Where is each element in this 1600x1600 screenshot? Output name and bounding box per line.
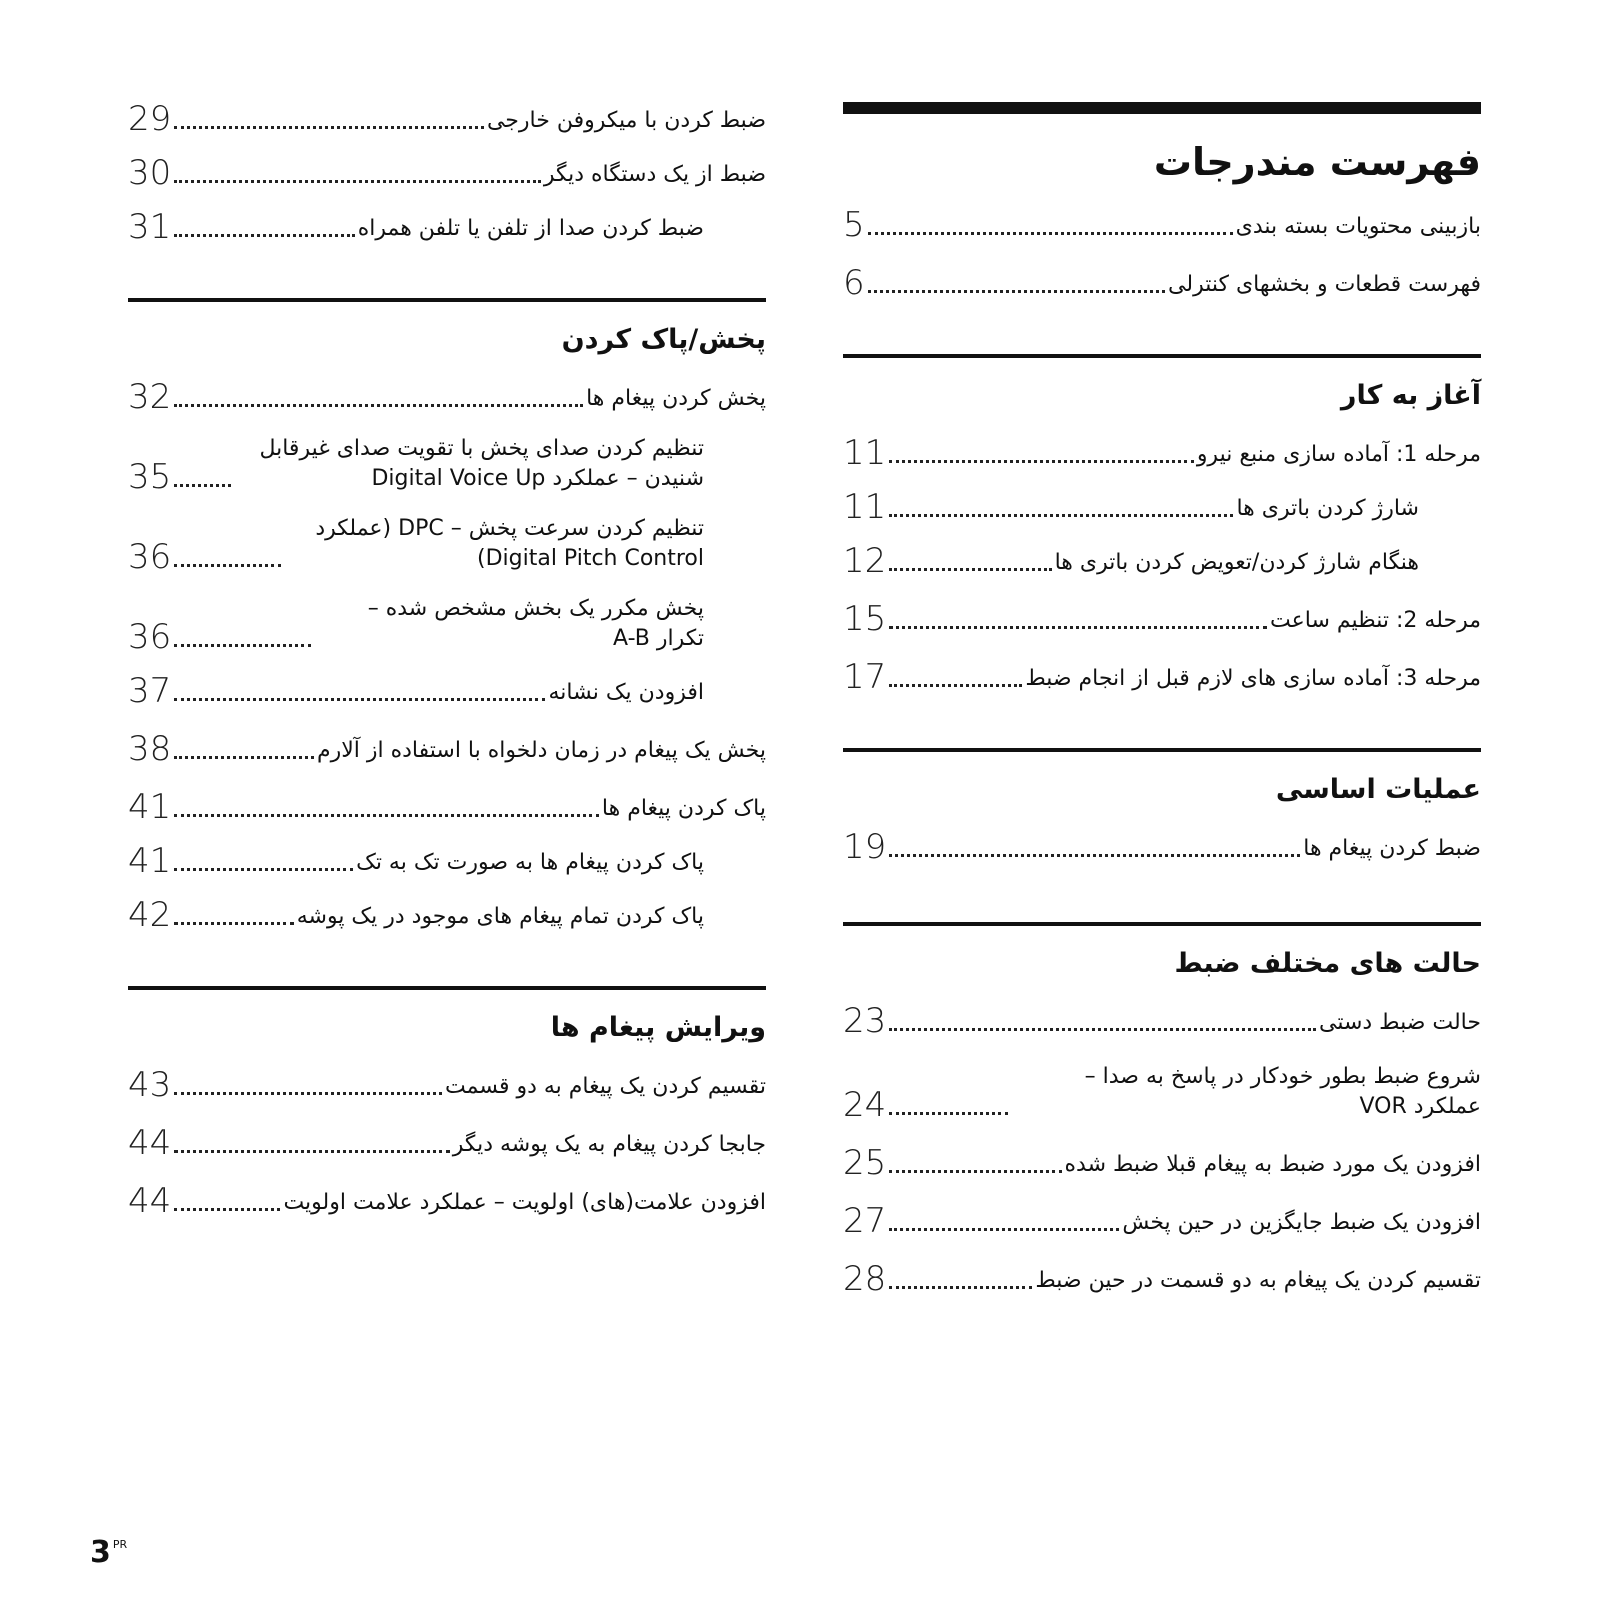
toc-entry-label: ضبط از یک دستگاه دیگر (543, 162, 766, 187)
section-rule (843, 748, 1481, 752)
toc-entry[interactable] (128, 1123, 766, 1163)
toc-entry[interactable] (843, 1062, 1481, 1125)
leader-dots (868, 232, 1233, 235)
section-rule (843, 354, 1481, 358)
toc-entry[interactable] (843, 657, 1481, 697)
toc-entry-label: پاک کردن تمام پیغام های موجود در یک پوشه (296, 904, 704, 929)
toc-entry-page: 5 (843, 205, 865, 245)
leader-dots (174, 126, 484, 129)
toc-entry-label: حالت ضبط دستی (1318, 1010, 1481, 1035)
section-rule (128, 298, 766, 302)
toc-entry-label: فهرست قطعات و بخشهای کنترلی (1168, 272, 1481, 297)
toc-entry-page: 11 (843, 487, 887, 527)
toc-entry-label: افزودن علامت(های) اولویت – عملکرد علامت اولویت (283, 1190, 766, 1215)
toc-entry-label: پاک کردن پیغام ها به صورت تک به تک (356, 850, 704, 875)
toc-entry[interactable] (128, 377, 766, 417)
toc-subentry[interactable] (128, 594, 766, 657)
toc-entry-page: 37 (128, 671, 172, 711)
toc-entry-page: 44 (128, 1123, 172, 1163)
toc-entry[interactable] (128, 1181, 766, 1221)
toc-entry-label: مرحله 2: تنظیم ساعت (1270, 608, 1481, 633)
toc-entry-page: 15 (843, 599, 887, 639)
toc-entry-page: 12 (843, 541, 887, 581)
toc-subentry[interactable] (843, 541, 1481, 581)
toc-entry[interactable] (843, 827, 1481, 867)
toc-subentry[interactable] (128, 434, 766, 497)
section-heading: حالت های مختلف ضبط (1174, 948, 1481, 979)
leader-dots (889, 1028, 1316, 1031)
title-rule (843, 102, 1481, 114)
leader-dots (174, 180, 541, 183)
leader-dots (889, 460, 1194, 463)
toc-left-column (128, 99, 766, 1242)
toc-entry-label: ضبط کردن پیغام ها (1303, 836, 1481, 861)
leader-dots (174, 698, 545, 701)
toc-entry-page: 43 (128, 1065, 172, 1105)
toc-entry[interactable] (128, 99, 766, 139)
toc-entry-label: افزودن یک ضبط جایگزین در حین پخش (1122, 1210, 1481, 1235)
toc-entry-page: 11 (843, 433, 887, 473)
toc-right-column (843, 102, 1481, 1320)
leader-dots (174, 484, 231, 487)
toc-entry-label: شارژ کردن باتری ها (1236, 496, 1419, 521)
page-number (90, 1535, 127, 1570)
leader-dots (174, 814, 599, 817)
toc-entry-label: پخش کردن پیغام ها (586, 386, 766, 411)
toc-entry-page: 29 (128, 99, 172, 139)
leader-dots (174, 404, 583, 407)
toc-entry-page: 30 (128, 153, 172, 193)
page-title: فهرست مندرجات (1153, 140, 1481, 184)
toc-entry-page: 44 (128, 1181, 172, 1221)
toc-entry-page: 41 (128, 841, 172, 881)
toc-entry-label: تقسیم کردن یک پیغام به دو قسمت در حین ضبط (1035, 1268, 1481, 1293)
toc-entry-page: 23 (843, 1001, 887, 1041)
toc-entry-label: ضبط کردن صدا از تلفن یا تلفن همراه (357, 216, 704, 241)
toc-entry[interactable] (843, 1001, 1481, 1041)
toc-entry-page: 35 (128, 457, 172, 497)
section-heading: پخش/پاک کردن (561, 324, 766, 355)
leader-dots (174, 1092, 442, 1095)
section-rule (128, 986, 766, 990)
toc-entry[interactable] (843, 263, 1481, 303)
toc-entry[interactable] (128, 787, 766, 827)
toc-subentry[interactable] (128, 895, 766, 935)
language-code: PR (112, 1538, 128, 1551)
leader-dots (889, 1112, 1008, 1115)
toc-entry-page: 41 (128, 787, 172, 827)
toc-entry-label: پخش یک پیغام در زمان دلخواه با استفاده از آلارم (316, 738, 766, 763)
leader-dots (174, 644, 311, 647)
leader-dots (174, 234, 354, 237)
toc-entry-page: 38 (128, 729, 172, 769)
toc-entry-label: جابجا کردن پیغام به یک پوشه دیگر (452, 1132, 766, 1157)
toc-entry-page: 42 (128, 895, 172, 935)
toc-entry[interactable] (128, 153, 766, 193)
toc-entry[interactable] (843, 1201, 1481, 1241)
page-number-value: 3 (90, 1535, 111, 1570)
toc-entry-page: 17 (843, 657, 887, 697)
leader-dots (889, 854, 1300, 857)
toc-entry-label: پاک کردن پیغام ها (601, 796, 766, 821)
section-rule (843, 922, 1481, 926)
leader-dots (174, 868, 353, 871)
toc-entry-page: 36 (128, 617, 172, 657)
toc-entry-label: افزودن یک نشانه (548, 680, 704, 705)
toc-subentry[interactable] (128, 671, 766, 711)
leader-dots (174, 756, 314, 759)
toc-entry[interactable] (843, 1143, 1481, 1183)
toc-subentry[interactable] (128, 514, 766, 577)
leader-dots (889, 1286, 1032, 1289)
section-heading: ویرایش پیغام ها (550, 1012, 766, 1043)
toc-entry-page: 6 (843, 263, 865, 303)
toc-entry[interactable] (843, 205, 1481, 245)
toc-entry-label: ضبط کردن با میکروفن خارجی (486, 108, 766, 133)
toc-entry[interactable] (843, 433, 1481, 473)
toc-entry-label: شروع ضبط بطور خودکار در پاسخ به صدا – عملکرد VOR (1084, 1064, 1481, 1119)
section-heading: آغاز به کار (1340, 380, 1481, 411)
leader-dots (868, 290, 1165, 293)
leader-dots (889, 626, 1267, 629)
leader-dots (174, 922, 293, 925)
toc-entry[interactable] (128, 1065, 766, 1105)
toc-entry-label: پخش مکرر یک بخش مشخص شده – تکرار A-B (367, 596, 704, 651)
leader-dots (174, 1208, 280, 1211)
toc-entry-page: 24 (843, 1085, 887, 1125)
leader-dots (889, 568, 1051, 571)
toc-entry-label: تقسیم کردن یک پیغام به دو قسمت (445, 1074, 766, 1099)
toc-subentry[interactable] (843, 487, 1481, 527)
toc-entry-page: 31 (128, 207, 172, 247)
toc-entry-label: مرحله 3: آماده سازی های لازم قبل از انجام ضبط (1025, 666, 1481, 691)
toc-entry-page: 25 (843, 1143, 887, 1183)
toc-entry-page: 19 (843, 827, 887, 867)
leader-dots (174, 1150, 450, 1153)
toc-entry-label: بازبینی محتویات بسته بندی (1235, 214, 1481, 239)
toc-entry[interactable] (843, 1259, 1481, 1299)
section-heading: عملیات اساسی (1275, 774, 1481, 805)
toc-entry-label: تنظیم کردن سرعت پخش – DPC (عملکرد Digital Pitch Control) (315, 516, 704, 571)
toc-entry-page: 28 (843, 1259, 887, 1299)
toc-entry-label: تنظیم کردن صدای پخش با تقویت صدای غیرقابل شنیدن – عملکرد Digital Voice Up (259, 436, 704, 491)
toc-entry-label: مرحله 1: آماده سازی منبع نیرو (1196, 442, 1481, 467)
leader-dots (889, 1228, 1119, 1231)
leader-dots (889, 514, 1233, 517)
toc-entry-label: افزودن یک مورد ضبط به پیغام قبلا ضبط شده (1064, 1152, 1481, 1177)
toc-entry-page: 27 (843, 1201, 887, 1241)
leader-dots (174, 564, 281, 567)
toc-entry[interactable] (128, 729, 766, 769)
toc-entry-page: 32 (128, 377, 172, 417)
leader-dots (889, 684, 1022, 687)
toc-subentry[interactable] (128, 207, 766, 247)
toc-entry-label: هنگام شارژ کردن/تعویض کردن باتری ها (1054, 550, 1419, 575)
toc-entry[interactable] (843, 599, 1481, 639)
toc-subentry[interactable] (128, 841, 766, 881)
leader-dots (889, 1170, 1061, 1173)
toc-entry-page: 36 (128, 537, 172, 577)
